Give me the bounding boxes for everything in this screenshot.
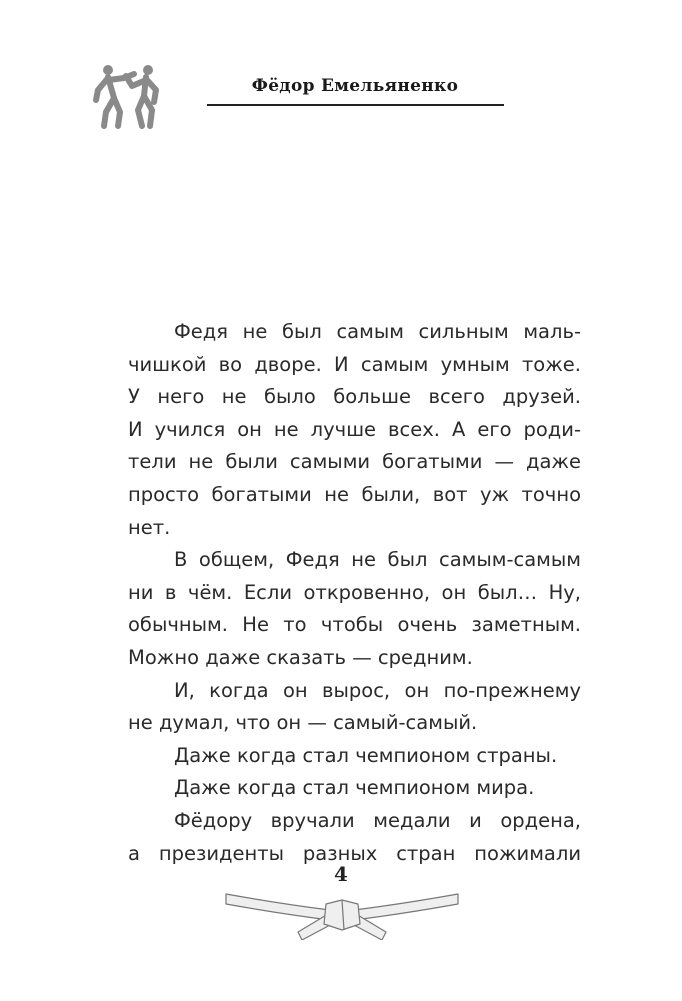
text-line: Фёдору вручали медали и ордена, — [174, 808, 581, 832]
text-line: ни в чём. Если откровенно, он был… Ну, — [128, 580, 581, 604]
text-line: не думал, что он — самый-самый. — [128, 711, 478, 735]
text-line: а президенты разных стран пожимали — [128, 841, 581, 865]
text-line: нет. — [128, 515, 171, 539]
text-line: Даже когда стал чемпионом мира. — [174, 776, 535, 800]
text-line: Даже когда стал чемпионом страны. — [174, 743, 558, 767]
text-line: И учился он не лучше всех. А его роди- — [128, 417, 581, 441]
running-header-title: Фёдор Емельяненко — [251, 76, 459, 96]
body-text — [128, 316, 581, 870]
text-line: Можно даже сказать — средним. — [128, 645, 473, 669]
text-line: обычным. Не то чтобы очень заметным. — [128, 613, 581, 637]
karate-belt-icon — [222, 890, 462, 940]
fighters-icon — [88, 60, 168, 130]
text-line: чишкой во дворе. И самым умным тоже. — [128, 352, 581, 376]
page-number: 4 — [334, 862, 348, 886]
text-line: просто богатыми не были, вот уж точно — [128, 482, 581, 506]
text-line: У него не было больше всего друзей. — [128, 385, 581, 409]
text-line: тели не были самыми богатыми — даже — [128, 450, 581, 474]
text-line: В общем, Федя не был самым-самым — [174, 548, 581, 572]
text-line: Федя не был самым сильным маль- — [174, 320, 581, 343]
text-line: И, когда он вырос, он по-прежнему — [174, 678, 581, 702]
header-rule — [207, 104, 504, 106]
